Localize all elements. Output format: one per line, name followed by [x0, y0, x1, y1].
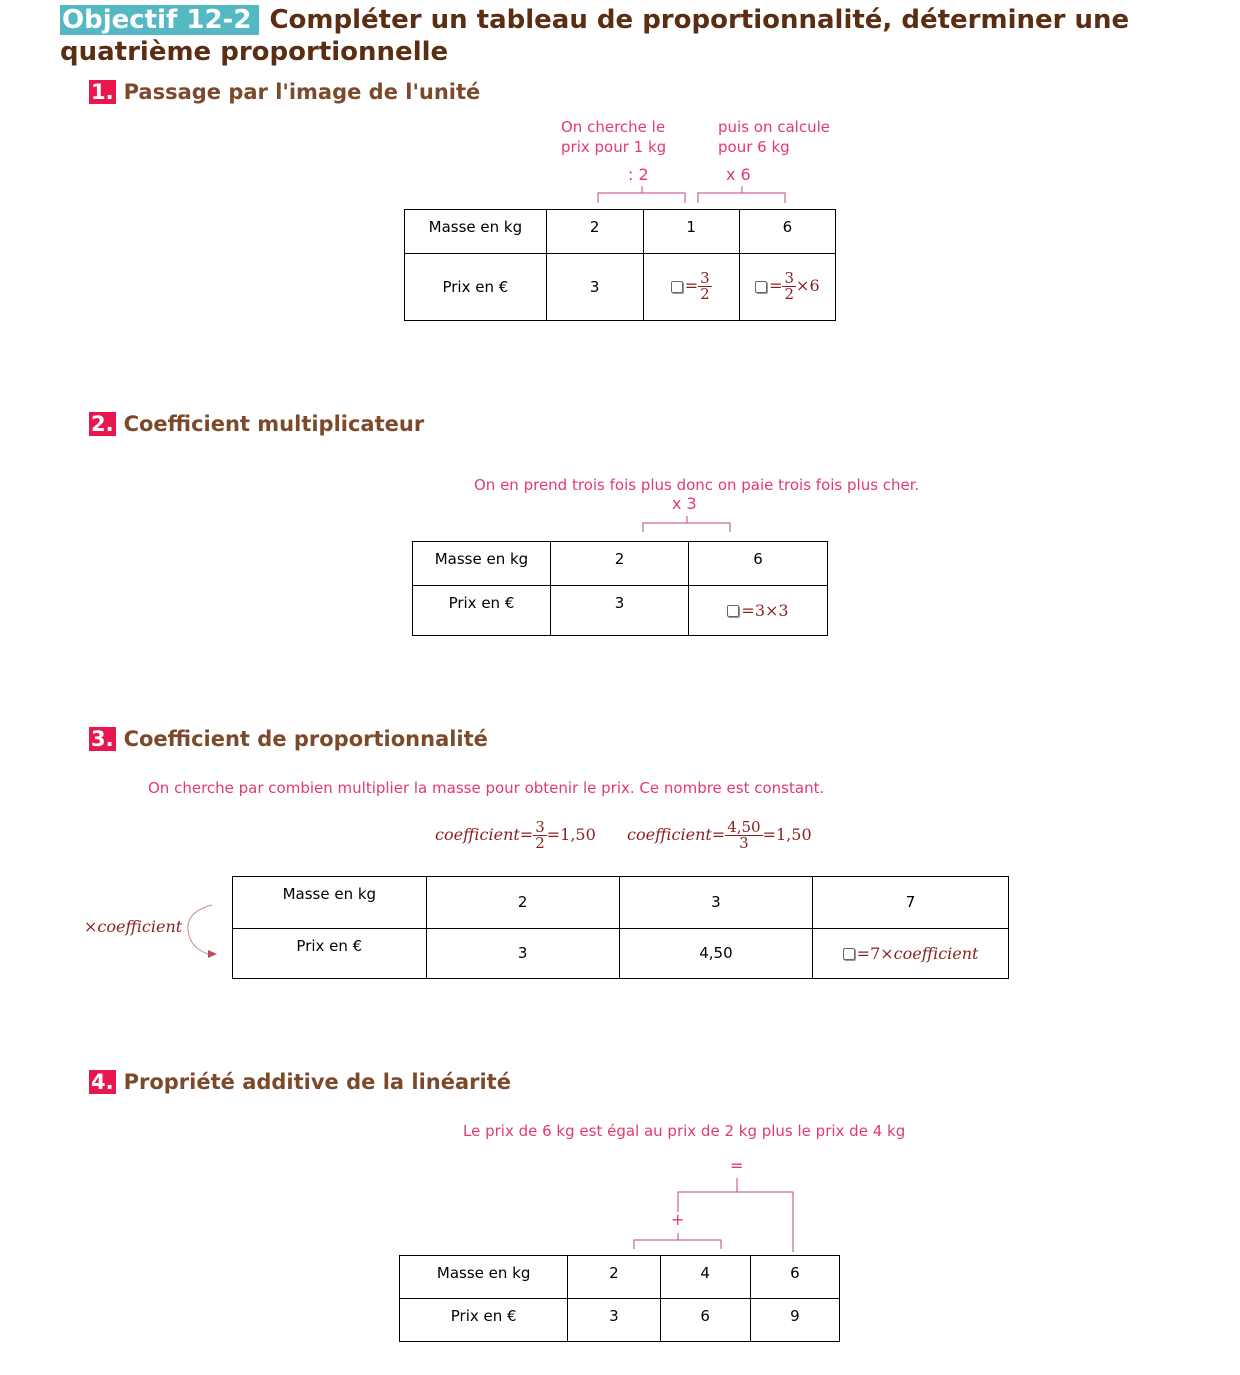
section-title: Passage par l'image de l'unité [123, 80, 481, 104]
section-title: Propriété additive de la linéarité [123, 1070, 511, 1094]
table-cell: 6 [689, 542, 828, 586]
table-cell: 2 [426, 877, 619, 929]
table-cell: 6 [660, 1299, 750, 1342]
operator-times-3: x 3 [672, 494, 697, 513]
annotation-constant: On cherche par combien multiplier la masse pour obtenir le prix. Ce nombre est constant. [148, 779, 825, 797]
table-cell: 7 [813, 877, 1009, 929]
table-cell: Prix en € [233, 929, 427, 979]
formula-cell: =7×coefficient [813, 929, 1009, 979]
operator-equals: = [730, 1156, 744, 1175]
table-cell: 3 [546, 254, 643, 321]
table-cell: 3 [568, 1299, 660, 1342]
operator-plus: + [671, 1210, 685, 1229]
table-cell: 6 [739, 210, 835, 254]
section-title: Coefficient de proportionnalité [123, 727, 488, 751]
section-number: 4. [91, 1070, 114, 1094]
table-cell: Prix en € [413, 586, 551, 636]
table-cell: Masse en kg [413, 542, 551, 586]
operator-divide-2: : 2 [628, 165, 649, 184]
fraction: $\frac{4,50}{3}$ [727, 818, 761, 852]
annotation-additive: Le prix de 6 kg est égal au prix de 2 kg plus le prix de 4 kg [463, 1122, 906, 1140]
table-cell: Masse en kg [233, 877, 427, 929]
operator-times-6: x 6 [726, 165, 751, 184]
table-cell: Masse en kg [400, 1256, 568, 1299]
table-cell: 6 [750, 1256, 839, 1299]
table-cell: Masse en kg [405, 210, 547, 254]
table-cell: 1 [643, 210, 739, 254]
section-title: Coefficient multiplicateur [123, 412, 425, 436]
table-cell: Prix en € [405, 254, 547, 321]
table-cell: 4,50 [619, 929, 812, 979]
annotation-three-times: On en prend trois fois plus donc on paie trois fois plus cher. [474, 476, 920, 494]
annotation-unit-price: On cherche le prix pour 1 kg [561, 118, 667, 156]
objective-title: Compléter un tableau de proportionnalité, déterminer une quatrième proportionnelle [60, 5, 1130, 67]
table-cell: 4 [660, 1256, 750, 1299]
table-cell: 2 [568, 1256, 660, 1299]
table-cell: Prix en € [400, 1299, 568, 1342]
section-number: 3. [91, 727, 114, 751]
times-coefficient-label: ×coefficient [84, 917, 183, 936]
formula-cell-unit: = $\frac{3}{2}$ [643, 254, 739, 321]
table-cell: 3 [426, 929, 619, 979]
annotation-six-kg: puis on calcule pour 6 kg [718, 118, 830, 156]
objective-badge: Objectif 12-2 [60, 5, 259, 35]
table-cell: 9 [750, 1299, 839, 1342]
formula-cell: =3×3 [689, 586, 828, 636]
coefficient-formula-1: coefficient= $\frac{3}{2}$ =1,50 [435, 818, 596, 852]
fraction: $\frac{3}{2}$ [784, 269, 795, 303]
fraction: $\frac{3}{2}$ [535, 818, 545, 852]
section-number: 2. [91, 412, 114, 436]
table-row [400, 1299, 840, 1342]
table-cell: 3 [619, 877, 812, 929]
table-cell: 2 [550, 542, 688, 586]
section-number: 1. [91, 80, 114, 104]
table-section-4 [399, 1255, 840, 1342]
table-cell: 2 [546, 210, 643, 254]
fraction: $\frac{3}{2}$ [700, 269, 710, 303]
table-cell: 3 [550, 586, 688, 636]
coefficient-formula-2: coefficient= $\frac{4,50}{3}$ =1,50 [627, 818, 812, 852]
formula-cell-six: = $\frac{3}{2}$ ×6 [739, 254, 835, 321]
table-row [400, 1256, 840, 1299]
